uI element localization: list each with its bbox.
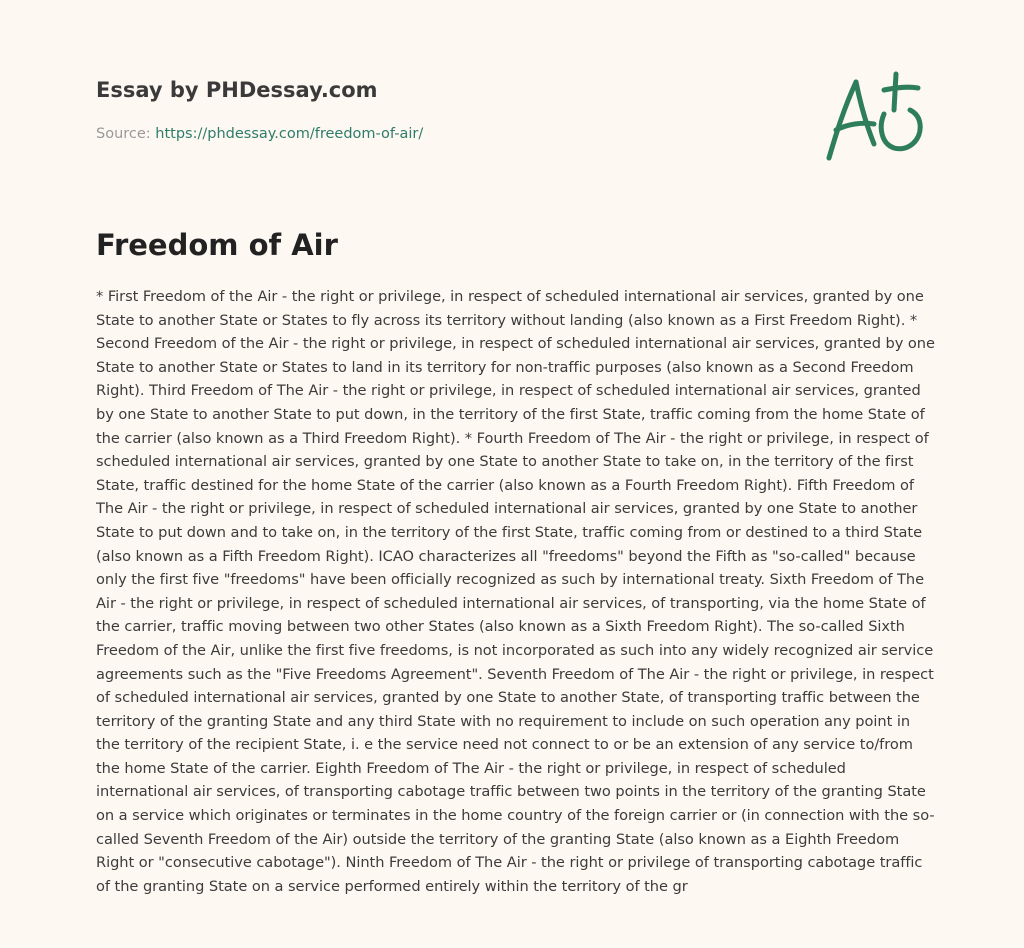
source-link[interactable]: https://phdessay.com/freedom-of-air/ — [155, 126, 424, 142]
page-title: Freedom of Air — [96, 228, 338, 262]
source-label: Source: — [96, 126, 151, 142]
site-header — [96, 76, 378, 104]
source-line — [96, 124, 423, 144]
essay-body: * First Freedom of the Air - the right or privilege, in respect of scheduled international air services, granted by one State to another State or States to fly across its territory without landing (also known as a First Freedom Right). * Second Freedom of the Air - the right or privilege, in respect of scheduled international air services, granted by one State to another State or States to land in its territory for non-traffic purposes (also known as a Second Freedom Right). Third Freedom of The Air - the right or privilege, in respect of scheduled international air services, granted by one State to another State to put down, in the territory of the first State, traffic coming from the home State of the carrier (also known as a Third Freedom Right). * Fourth Freedom of The Air - the right or privilege, in respect of scheduled international air services, granted by one State to another State to take on, in the territory of the first State, traffic destined for the home State of the carrier (also known as a Fourth Freedom Right). Fifth Freedom of The Air - the right or privilege, in respect of scheduled international air services, granted by one State to another State to put down and to take on, in the territory of the first State, traffic coming from or destined to a third State (also known as a Fifth Freedom Right). ICAO characterizes all "freedoms" beyond the Fifth as "so-called" because only the first five "freedoms" have been officially recognized as such by international treaty. Sixth Freedom of The Air - the right or privilege, in respect of scheduled international air services, of transporting, via the home State of the carrier, traffic moving between two other States (also known as a Sixth Freedom Right). The so-called Sixth Freedom of the Air, unlike the first five freedoms, is not incorporated as such into any widely recognized air service agreements such as the "Five Freedoms Agreement". Seventh Freedom of The Air - the right or privilege, in respect of scheduled international air services, granted by one State to another State, of transporting traffic between the territory of the granting State and any third State with no requirement to include on such operation any point in the territory of the recipient State, i. e the service need not connect to or be an extension of any service to/from the home State of the carrier. Eighth Freedom of The Air - the right or privilege, in respect of scheduled international air services, of transporting cabotage traffic between two points in the territory of the granting State on a service which originates or terminates in the home country of the foreign carrier or (in connection with the so-called Seventh Freedom of the Air) outside the territory of the granting State (also known as a Eighth Freedom Right or "consecutive cabotage"). Ninth Freedom of The Air - the right or privilege of transporting cabotage traffic of the granting State on a service performed entirely within the territory of the gr — [96, 288, 935, 895]
a-plus-grade-icon — [822, 68, 928, 164]
brand-title: Essay by PHDessay.com — [96, 78, 378, 102]
